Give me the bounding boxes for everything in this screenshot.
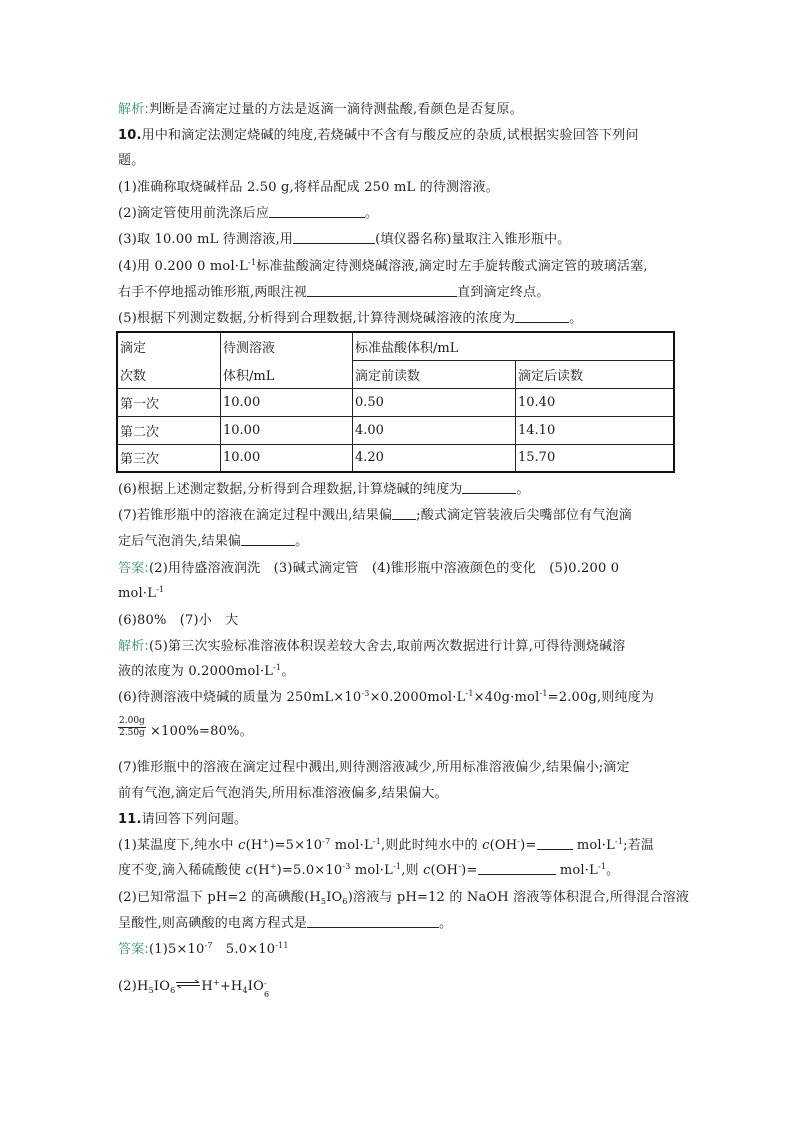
answer-blank[interactable] bbox=[392, 507, 416, 520]
q10-part-1: (1)准确称取烧碱样品 2.50 g,将样品配成 250 mL 的待测溶液。 bbox=[118, 180, 499, 195]
q11-part-1-cont: 度不变,滴入稀硫酸使 $c(H^+)=5.0\times 10^{-3}$ $mol\cdot L^{-1}$,则 $c(OH^-)= mol\cdot L^{-1}$。 bbox=[118, 862, 620, 878]
q11-part-1: (1)某温度下,纯水中 $c(H^+)=5\times 10^{-7}$ $mol\cdot L^{-1}$,则此时纯水中的 $c(OH^-)= mol\cdot L^{-1}$;若温 bbox=[118, 837, 655, 853]
q10-part-2: (2)滴定管使用前洗涤后应 。 bbox=[118, 206, 379, 221]
answer-label: 答案: bbox=[118, 561, 149, 576]
answer-blank[interactable] bbox=[462, 481, 516, 494]
answer-blank[interactable] bbox=[307, 284, 457, 297]
q10-part-4-cont: 右手不停地摇动锥形瓶,两眼注视 直到滴定终点。 bbox=[118, 285, 550, 300]
analysis-10-line-2: 液的浓度为 $0.2000mol\cdot L^{-1}$。 bbox=[118, 663, 295, 679]
answer-11-line: 答案$:(1)5\times 10^{-7}$ $5.0\times 10^{-11}$ bbox=[118, 941, 289, 957]
answer-blank[interactable] bbox=[307, 915, 439, 928]
answer-10-line-cont: $mol\cdot L^{-1}$ bbox=[118, 585, 165, 601]
answer-label: 答案: bbox=[118, 942, 149, 957]
answer-blank[interactable] bbox=[241, 533, 295, 546]
header-before: 滴定前读数 bbox=[353, 360, 516, 388]
question-10-stem: 10.用中和滴定法测定烧碱的纯度,若烧碱中不含有与酸反应的杂质,试根据实验回答下列问 bbox=[118, 128, 639, 143]
answer-10-line: 答案:(2)用待盛溶液润洗 (3)碱式滴定管 (4)锥形瓶中溶液颜色的变化 (5)0.200 0 bbox=[118, 561, 620, 576]
analysis-line: 解析:判断是否滴定过量的方法是返滴一滴待测盐酸,看颜色是否复原。 bbox=[118, 102, 523, 117]
analysis-label: 解析: bbox=[118, 102, 149, 117]
table-row: 第三次 10.00 4.20 15.70 bbox=[117, 444, 674, 472]
equilibrium-arrow-icon bbox=[175, 980, 201, 988]
question-number: 10. bbox=[118, 128, 142, 143]
header-after: 滴定后读数 bbox=[516, 360, 675, 388]
purity-fraction: $\frac{2.00g}{2.50g}$ bbox=[119, 716, 145, 738]
titration-data-table bbox=[116, 331, 675, 473]
q11-part-2-cont: 呈酸性,则高碘酸的电离方程式是 。 bbox=[118, 916, 453, 931]
analysis-10-line-5: (7)锥形瓶中的溶液在滴定过程中溅出,则待测溶液减少,所用标准溶液偏少,结果偏小;滴定 bbox=[118, 760, 630, 775]
analysis-10-line-6: 前有气泡,滴定后气泡消失,所用标准溶液偏多,结果偏大。 bbox=[118, 786, 448, 801]
q10-part-7-cont: 定后气泡消失,结果偏 。 bbox=[118, 534, 309, 549]
analysis-10-line-4: ×100%=80%。 bbox=[150, 724, 253, 739]
analysis-10-line: 解析:(5)第三次实验标准溶液体积误差较大舍去,取前两次数据进行计算,可得待测烧碱溶 bbox=[118, 639, 626, 654]
table-row: 第一次 10.00 0.50 10.40 bbox=[117, 388, 674, 416]
analysis-10-line-3: (6)待测溶液中烧碱的质量为 $250mL\times 10^{-3}\times 0.2000mol\cdot L^{-1}\times 40g\cdot mol^{-1}=2.00g$,则纯度为 bbox=[118, 689, 655, 705]
answer-blank[interactable] bbox=[478, 862, 556, 875]
answer-blank[interactable] bbox=[269, 205, 365, 218]
q11-part-2: (2)已知常温下 pH=2 的高碘酸$(H_5IO_6)$溶液与 pH=12 的 NaOH 溶液等体积混合,所得混合溶液 bbox=[118, 890, 690, 906]
q10-part-6: (6)根据上述测定数据,分析得到合理数据,计算烧碱的纯度为 。 bbox=[118, 482, 530, 497]
q10-part-5: (5)根据下列测定数据,分析得到合理数据,计算待测烧碱溶液的浓度为 。 bbox=[118, 311, 583, 326]
answer-blank[interactable] bbox=[293, 231, 375, 244]
q10-part-3: (3)取 10.00 mL 待测溶液,用 (填仪器名称)量取注入锥形瓶中。 bbox=[118, 232, 571, 247]
header-sample-volume: 待测溶液 体积/mL bbox=[221, 332, 353, 388]
question-10-stem-cont: 题。 bbox=[118, 153, 145, 168]
question-11-stem: 11.请回答下列问题。 bbox=[118, 812, 248, 827]
header-trial: 滴定 次数 bbox=[117, 332, 221, 388]
table-row: 第二次 10.00 4.00 14.10 bbox=[117, 416, 674, 444]
analysis-label: 解析: bbox=[118, 639, 149, 654]
answer-blank[interactable] bbox=[537, 837, 573, 850]
q10-part-4: (4)用 0.200 0 $mol\cdot L^{-1}$标准盐酸滴定待测烧碱溶液,滴定时左手旋转酸式滴定管的玻璃活塞, bbox=[118, 258, 648, 274]
answer-10-line-3: (6)80% (7)小 大 bbox=[118, 613, 239, 628]
question-number: 11. bbox=[118, 812, 142, 827]
answer-blank[interactable] bbox=[515, 310, 569, 323]
header-standard-volume: 标准盐酸体积/mL bbox=[353, 332, 675, 360]
q10-part-7: (7)若锥形瓶中的溶液在滴定过程中溅出,结果偏 ;酸式滴定管装液后尖嘴部位有气泡滴 bbox=[118, 508, 632, 523]
answer-11-line-2: $(2)H_5IO_6$ $H^++H_4IO$ - 6 bbox=[118, 978, 270, 999]
